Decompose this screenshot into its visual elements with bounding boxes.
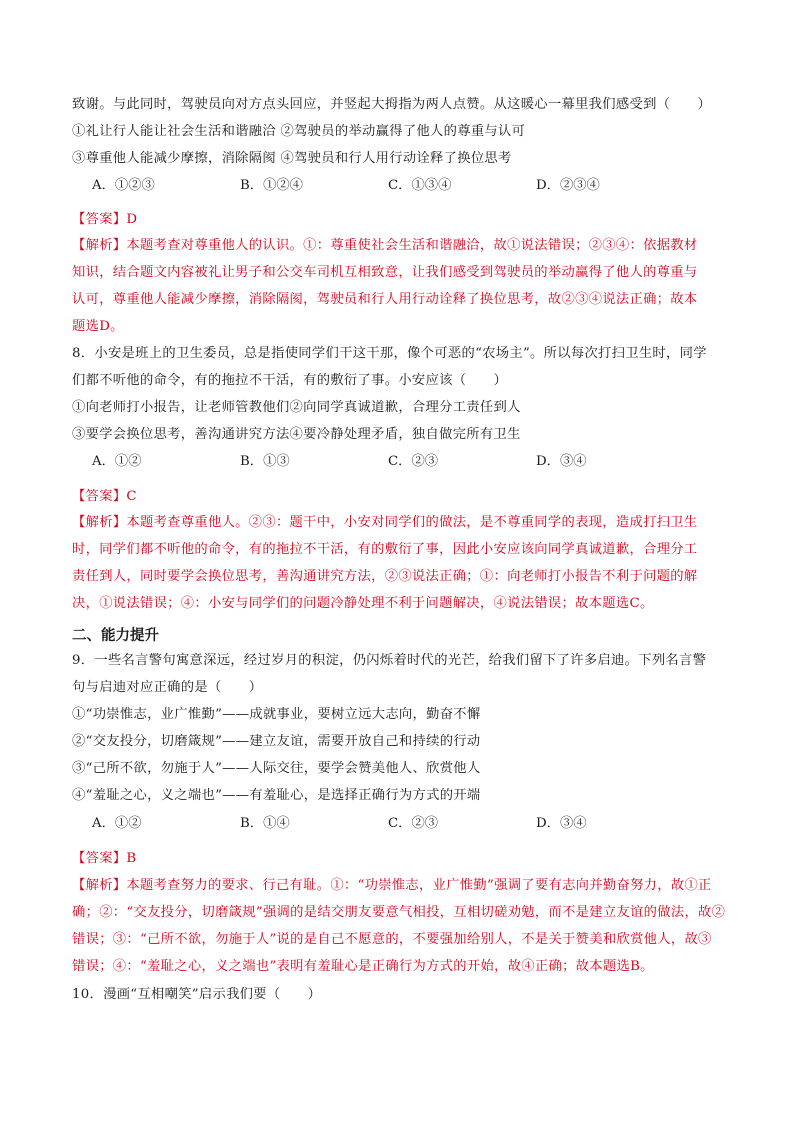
q7-option-d: D．②③④ — [536, 178, 600, 193]
q7-analysis-line-4: 题选D。 — [72, 319, 124, 334]
q9-analysis-line-2: 确；②：“交友投分，切磨箴规”强调的是结交朋友要意气相投，互相切磋劝勉，而不是建立友谊的做法，故② — [72, 905, 726, 920]
q8-analysis-line-3: 责任到人，同时要学会换位思考，善沟通讲究方法，②③说法正确；①：向老师打小报告不利于问题的解 — [72, 569, 698, 584]
q9-statement-1: ①“功崇惟志，业广惟勤”——成就事业，要树立远大志向，勤奋不懈 — [72, 707, 481, 722]
q9-analysis-line-4: 错误；④：“羞耻之心，义之端也”表明有羞耻心是正确行为方式的开始，故④正确；故本题选B。 — [72, 959, 654, 974]
q7-statements-line-1: ①礼让行人能让社会生活和谐融洽 ②驾驶员的举动赢得了他人的尊重与认可 — [72, 124, 526, 139]
q9-statement-3: ③“己所不欲，勿施于人”——人际交往，要学会赞美他人、欣赏他人 — [72, 761, 481, 776]
q7-answer: 【答案】D — [72, 212, 138, 227]
q7-option-b: B．①②④ — [240, 178, 303, 193]
q8-answer: 【答案】C — [72, 489, 137, 504]
q9-stem-line-1: 9．一些名言警句寓意深远，经过岁月的积淀，仍闪烁着时代的光芒，给我们留下了许多启迪。下列名言警 — [72, 653, 707, 668]
q8-analysis-line-2: 时，同学们都不听他的命令，有的拖拉不干活，有的敷衍了事，因此小安应该向同学真诚道歉，合理分工 — [72, 542, 698, 557]
q8-option-b: B．①③ — [240, 454, 290, 469]
q9-analysis-line-3: 错误；③：“己所不欲，勿施于人”说的是自己不愿意的，不要强加给别人，不是关于赞美和欣赏他人，故③ — [72, 932, 712, 947]
q8-options — [92, 452, 692, 472]
q8-stem-line-1: 8．小安是班上的卫生委员，总是指使同学们干这干那，像个可恶的“农场主”。所以每次打扫卫生时，同学 — [72, 346, 707, 361]
q9-statement-2: ②“交友投分，切磨箴规”——建立友谊，需要开放自己和持续的行动 — [72, 734, 481, 749]
q7-analysis-line-2: 知识，结合题文内容被礼让男子和公交车司机互相致意，让我们感受到驾驶员的举动赢得了他人的尊重与 — [72, 265, 698, 280]
q8-statements-line-2: ③要学会换位思考，善沟通讲究方法④要冷静处理矛盾，独自做完所有卫生 — [72, 427, 521, 442]
q8-option-c: C．②③ — [388, 454, 439, 469]
q9-option-c: C．②③ — [388, 816, 439, 831]
q8-option-a: A．①② — [92, 454, 142, 469]
q9-option-d: D．③④ — [536, 816, 587, 831]
q7-option-a: A．①②③ — [92, 178, 155, 193]
q8-stem-line-2: 们都不听他的命令，有的拖拉不干活，有的敷衍了事。小安应该（ ） — [72, 373, 508, 388]
q7-statements-line-2: ③尊重他人能减少摩擦，消除隔阂 ④驾驶员和行人用行动诠释了换位思考 — [72, 151, 512, 166]
q8-analysis-line-1: 【解析】本题考查尊重他人。②③：题干中，小安对同学们的做法，是不尊重同学的表现，造成打扫卫生 — [72, 515, 698, 530]
q10-stem: 10．漫画“互相嘲笑”启示我们要（ ） — [72, 987, 322, 1002]
q8-option-d: D．③④ — [536, 454, 587, 469]
q7-option-c: C．①③④ — [388, 178, 452, 193]
q8-statements-line-1: ①向老师打小报告，让老师管教他们②向同学真诚道歉，合理分工责任到人 — [72, 400, 521, 415]
q9-options — [92, 814, 692, 834]
q9-stem-line-2: 句与启迪对应正确的是（ ） — [72, 680, 263, 695]
q9-statement-4: ④“羞耻之心，义之端也”——有羞耻心，是选择正确行为方式的开端 — [72, 788, 481, 803]
q7-analysis-line-1: 【解析】本题考查对尊重他人的认识。①：尊重使社会生活和谐融洽，故①说法错误；②③④：依据教材 — [72, 238, 698, 253]
q7-analysis-line-3: 认可，尊重他人能减少摩擦，消除隔阂，驾驶员和行人用行动诠释了换位思考，故②③④说法正确；故本 — [72, 292, 698, 307]
q7-options — [92, 176, 692, 196]
q9-option-b: B．①④ — [240, 816, 290, 831]
section-heading: 二、能力提升 — [72, 628, 159, 644]
q8-analysis-line-4: 决，①说法错误；④：小安与同学们的问题冷静处理不利于问题解决，④说法错误；故本题选C。 — [72, 596, 654, 611]
q7-stem-tail: 致谢。与此同时，驾驶员向对方点头回应，并竖起大拇指为两人点赞。从这暖心一幕里我们感受到（ ） — [72, 97, 712, 112]
q9-analysis-line-1: 【解析】本题考查努力的要求、行己有耻。①：“功崇惟志，业广惟勤”强调了要有志向并勤奋努力，故①正 — [72, 878, 712, 893]
q9-answer: 【答案】B — [72, 851, 137, 866]
q9-option-a: A．①② — [92, 816, 142, 831]
